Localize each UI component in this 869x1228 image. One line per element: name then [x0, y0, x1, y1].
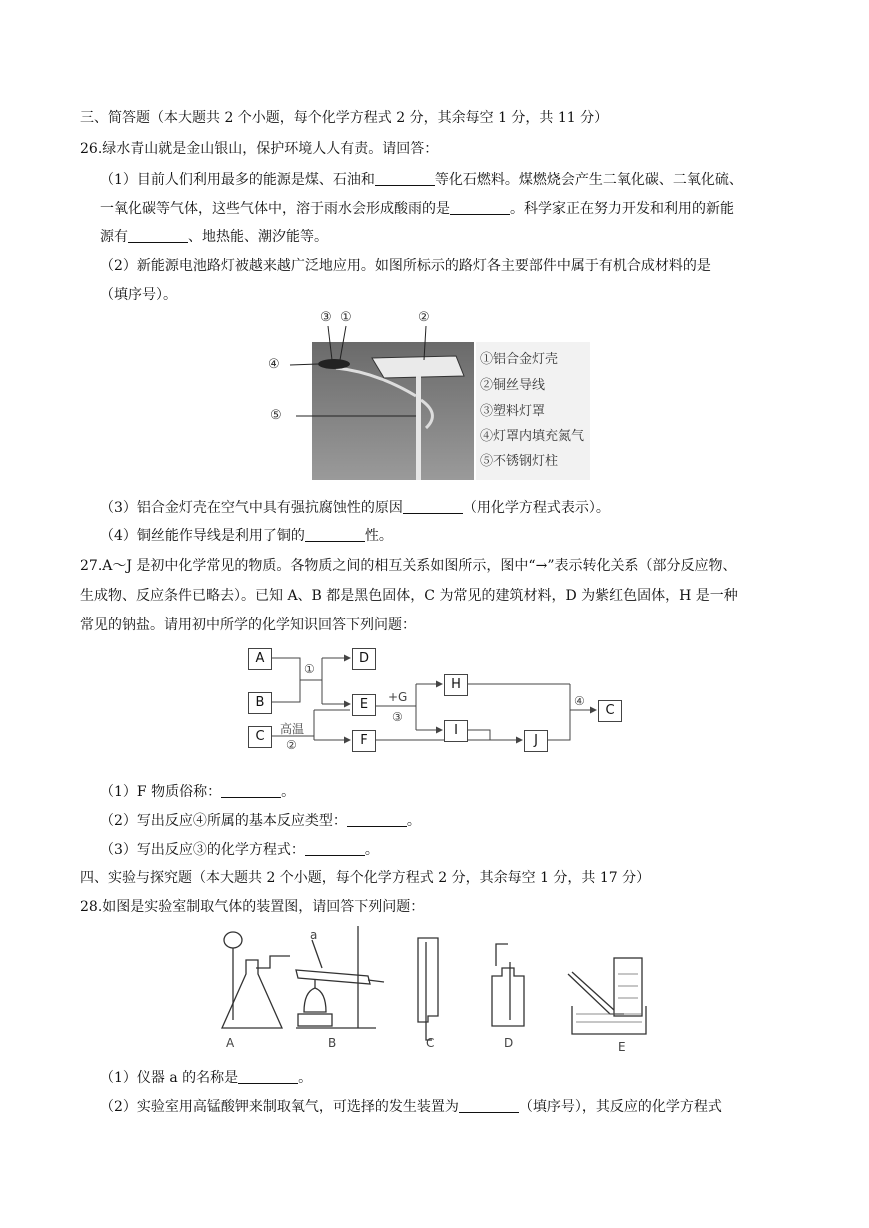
- apparatus-label-e: E: [618, 1040, 626, 1054]
- q28-stem: 28.如图是实验室制取气体的装置图，请回答下列问题：: [80, 899, 425, 915]
- condition-label: 高温: [280, 722, 305, 736]
- section-4-title: 四、实验与探究题（本大题共 2 个小题，每个化学方程式 2 分，其余每空 1 分，共 17 分）: [80, 870, 651, 886]
- section-3-title: 三、简答题（本大题共 2 个小题，每个化学方程式 2 分，其余每空 1 分，共 11 分）: [80, 110, 609, 126]
- conversion-diagram: [246, 644, 630, 756]
- node-i: I: [444, 720, 468, 742]
- q27-stem-line1: 27.A～J 是初中化学常见的物质。各物质之间的相互关系如图所示，图中“→”表示转化关系（部分反应物、: [80, 558, 737, 574]
- reaction-2-label: ②: [286, 738, 297, 752]
- reagent-g-label: +G: [388, 690, 408, 704]
- reaction-3-label: ③: [392, 710, 403, 724]
- q27-a2-text-b: 。: [406, 813, 421, 829]
- answer-blank[interactable]: [305, 527, 365, 542]
- answer-blank[interactable]: [403, 499, 463, 514]
- q27-a2-text-a: （2）写出反应④所属的基本反应类型：: [100, 813, 347, 829]
- q26-p1-text-b: 等化石燃料。煤燃烧会产生二氧化碳、二氧化硫、: [434, 172, 743, 188]
- q26-p4-text-a: （4）铜丝能作导线是利用了铜的: [100, 528, 305, 544]
- marker-5: ⑤: [270, 408, 282, 423]
- q28-a2-text-a: （2）实验室用高锰酸钾来制取氧气，可选择的发生装置为: [100, 1099, 459, 1115]
- node-c-product: C: [598, 700, 622, 722]
- q27-stem-line2: 生成物、反应条件已略去）。已知 A、B 都是黑色固体，C 为常见的建筑材料，D 为紫红色固体，H 是一种: [80, 588, 738, 604]
- q26-p1-text-a: （1）目前人们利用最多的能源是煤、石油和: [100, 172, 375, 188]
- q27-stem-line3: 常见的钠盐。请用初中所学的化学知识回答下列问题：: [80, 617, 416, 633]
- q26-p3-text-a: （3）铝合金灯壳在空气中具有强抗腐蚀性的原因: [100, 500, 403, 516]
- q26-part1-line2: [100, 199, 734, 219]
- q26-p1-text-e: 源有: [100, 229, 128, 245]
- q27-answer-3: [100, 840, 379, 860]
- q27-answer-1: [100, 782, 295, 802]
- q26-part1-line3: [100, 227, 328, 247]
- q26-p1-text-c: 一氧化碳等气体，这些气体中，溶于雨水会形成酸雨的是: [100, 201, 450, 217]
- q26-part3: [100, 498, 610, 518]
- q26-p4-text-b: 性。: [364, 528, 393, 544]
- q27-a3-text-b: 。: [364, 842, 379, 858]
- node-j: J: [524, 730, 548, 752]
- q27-a1-text-a: （1）F 物质俗称：: [100, 784, 222, 800]
- q26-part1-line1: [100, 170, 743, 190]
- node-f: F: [352, 730, 376, 752]
- apparatus-label-a: A: [226, 1036, 235, 1050]
- marker-3: ③: [320, 310, 332, 325]
- reaction-4-label: ④: [574, 694, 585, 708]
- apparatus-figure: [200, 922, 660, 1058]
- q28-answer-1: [100, 1068, 312, 1088]
- q26-part2-line1: （2）新能源电池路灯被越来越广泛地应用。如图所标示的路灯各主要部件中属于有机合成材料的是: [100, 258, 711, 274]
- node-a: A: [248, 648, 272, 670]
- legend-item-5: ⑤不锈钢灯柱: [480, 454, 559, 469]
- legend-item-3: ③塑料灯罩: [480, 404, 546, 419]
- answer-blank[interactable]: [305, 841, 365, 856]
- answer-blank[interactable]: [347, 812, 407, 827]
- legend-item-1: ①铝合金灯壳: [480, 352, 559, 367]
- marker-1: ①: [340, 310, 352, 325]
- q26-stem: 26.绿水青山就是金山银山，保护环境人人有责。请回答：: [80, 141, 439, 157]
- answer-blank[interactable]: [450, 200, 510, 215]
- legend-item-4: ④灯罩内填充氮气: [480, 429, 585, 444]
- apparatus-label-d: D: [504, 1036, 514, 1050]
- node-e: E: [352, 694, 376, 716]
- legend-item-2: ②铜丝导线: [480, 378, 546, 393]
- answer-blank[interactable]: [238, 1069, 298, 1084]
- marker-2: ②: [418, 310, 430, 325]
- q28-a1-text-a: （1）仪器 a 的名称是: [100, 1070, 239, 1086]
- reaction-1-label: ①: [304, 662, 315, 676]
- q26-p3-text-b: （用化学方程式表示）。: [462, 500, 610, 516]
- answer-blank[interactable]: [459, 1098, 519, 1113]
- node-b: B: [248, 692, 272, 714]
- q26-p1-text-f: 、地热能、潮汐能等。: [188, 229, 328, 245]
- q26-part2-line2: （填序号）。: [100, 287, 177, 303]
- q26-part4: [100, 526, 393, 546]
- answer-blank[interactable]: [375, 171, 435, 186]
- apparatus-label-b: B: [328, 1036, 337, 1050]
- q28-answer-2: [100, 1097, 722, 1117]
- q27-a1-text-b: 。: [281, 784, 296, 800]
- marker-4: ④: [268, 357, 280, 372]
- q26-p1-text-d: 。科学家正在努力开发和利用的新能: [510, 201, 734, 217]
- q27-a3-text-a: （3）写出反应③的化学方程式：: [100, 842, 305, 858]
- apparatus-label-c: C: [426, 1036, 435, 1050]
- q27-answer-2: [100, 811, 421, 831]
- answer-blank[interactable]: [128, 228, 188, 243]
- street-lamp-figure: [266, 306, 590, 482]
- q28-a1-text-b: 。: [298, 1070, 313, 1086]
- instrument-a-label: a: [310, 928, 318, 942]
- node-c: C: [248, 726, 272, 748]
- node-d: D: [352, 648, 376, 670]
- answer-blank[interactable]: [221, 783, 281, 798]
- q28-a2-text-b: （填序号），其反应的化学方程式: [518, 1099, 722, 1115]
- diagram-arrows: [246, 644, 630, 756]
- node-h: H: [444, 674, 468, 696]
